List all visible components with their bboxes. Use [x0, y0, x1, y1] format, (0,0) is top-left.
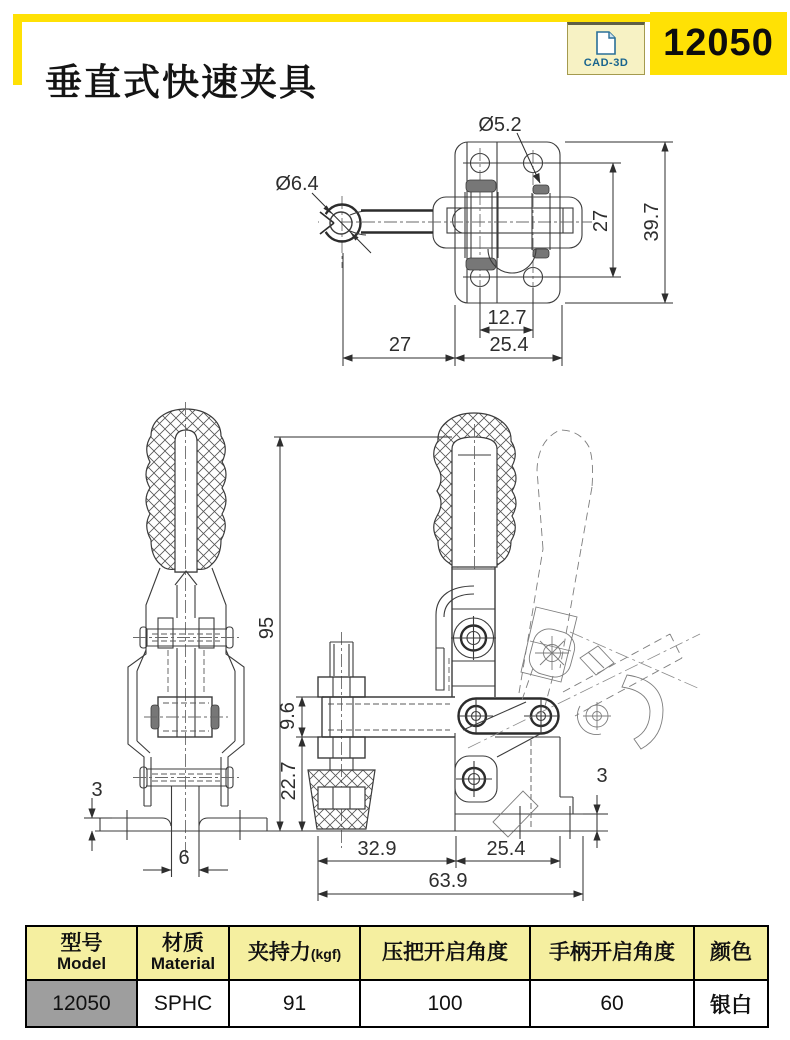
side-view-drawing — [308, 413, 700, 848]
dim-under-bar: 22.7 — [278, 761, 300, 801]
dim-hole-span-h: 12.7 — [487, 307, 527, 329]
dim-spindle-to-body: 32.9 — [357, 838, 397, 860]
col-holding-force: 夹持力(kgf) — [229, 926, 360, 980]
page-title: 垂直式快速夹具 — [45, 61, 318, 103]
col-model: 型号 Model — [26, 926, 137, 980]
dim-base-thickness: 3 — [596, 765, 608, 787]
dim-hole-span-v: 27 — [590, 209, 612, 233]
cell-force: 91 — [229, 980, 360, 1027]
col-handle-open-angle: 手柄开启角度 — [530, 926, 694, 980]
dim-base-width: 25.4 — [486, 838, 526, 860]
dim-bar-section: 9.6 — [277, 702, 299, 730]
cad-badge-label: CAD-3D — [583, 56, 629, 69]
dim-flange-thickness: 3 — [91, 779, 103, 801]
spec-table — [25, 925, 769, 1028]
col-bar-open-angle: 压把开启角度 — [360, 926, 530, 980]
cell-handle-open-angle: 60 — [530, 980, 694, 1027]
col-color: 颜色 — [694, 926, 768, 980]
top-view-drawing — [312, 133, 673, 366]
col-material: 材质 Material — [137, 926, 229, 980]
model-number: 12050 — [663, 22, 774, 64]
dim-total-height: 95 — [256, 616, 278, 640]
table-header-row — [26, 926, 768, 980]
dim-hole-dia: Ø5.2 — [478, 114, 522, 136]
cell-model: 12050 — [26, 980, 137, 1027]
cell-material: SPHC — [137, 980, 229, 1027]
cell-color: 银白 — [694, 980, 768, 1027]
dim-plate-height: 39.7 — [641, 202, 663, 242]
dim-eye-dia: Ø6.4 — [275, 173, 319, 195]
dim-stem-width: 6 — [178, 847, 190, 869]
table-data-row — [26, 980, 768, 1027]
dim-plate-width: 25.4 — [489, 334, 529, 356]
dim-arm-length: 27 — [388, 334, 412, 356]
front-view-drawing — [100, 402, 267, 877]
dim-total-width: 63.9 — [428, 870, 468, 892]
cell-bar-open-angle: 100 — [360, 980, 530, 1027]
